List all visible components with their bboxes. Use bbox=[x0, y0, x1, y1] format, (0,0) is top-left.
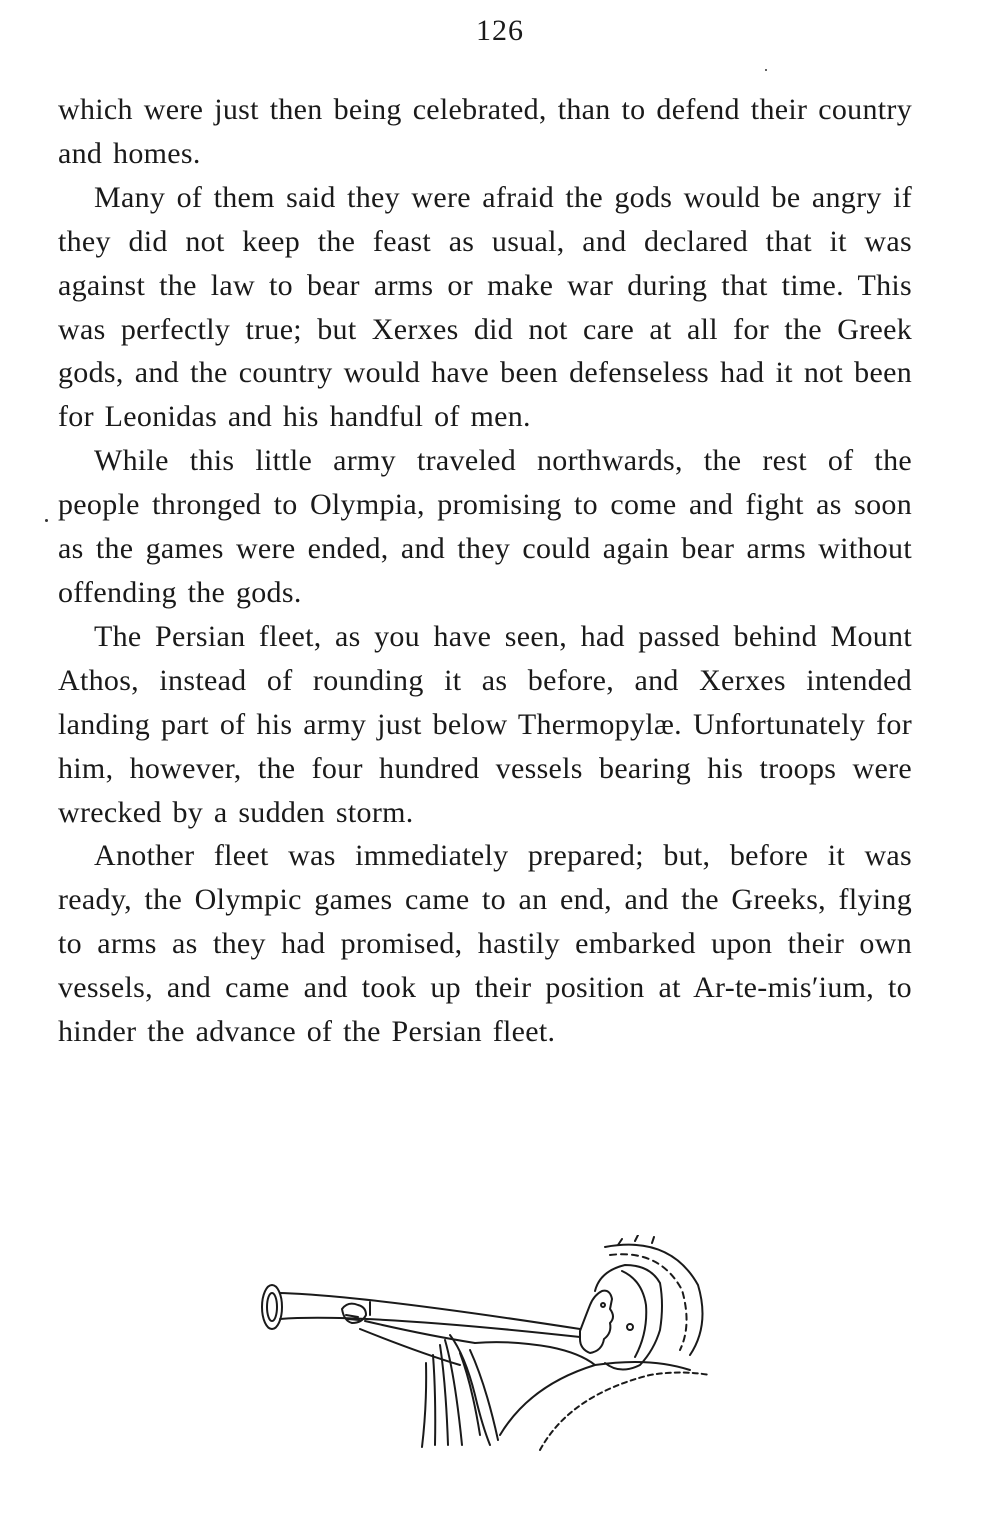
paragraph-3: While this little army traveled northwards, the rest of the people thronged to Olympia, promising to come and fight as soon as the games were ended, and they could again bear arms without offending the gods. bbox=[58, 444, 912, 609]
greek-trumpeter-icon bbox=[250, 1235, 730, 1455]
stray-ink-mark bbox=[765, 69, 767, 71]
paragraph-5: Another fleet was immediately prepared; but, before it was ready, the Olympic games came to an end, and the Greeks, flying to arms as they had promised, hastily embarked upon their own vessels, and came and took up their position at Ar-te-mis′ium, to hinder the advance of the Persian fleet. bbox=[58, 839, 912, 1049]
stray-ink-mark bbox=[45, 519, 48, 522]
paragraph-4: The Persian fleet, as you have seen, had passed behind Mount Athos, instead of rounding it as before, and Xerxes intended landing part of his army just below Thermopylæ. Unfortunately for him, however, the four hundred vessels bearing his troops were wrecked by a sudden storm. bbox=[58, 619, 912, 829]
paragraph-2: Many of them said they were afraid the gods would be angry if they did not keep the feast as usual, and declared that it was against the law to bear arms or make war during that time. This was perfectly true; but Xerxes did not care at all for the Greek gods, and the country would have been defenseless had it not been for Leonidas and his handful of men. bbox=[58, 180, 912, 434]
body-text bbox=[58, 88, 912, 1054]
paragraph-1: which were just then being celebrated, than to defend their country and homes. bbox=[58, 93, 912, 170]
page-number: 126 bbox=[476, 14, 524, 47]
